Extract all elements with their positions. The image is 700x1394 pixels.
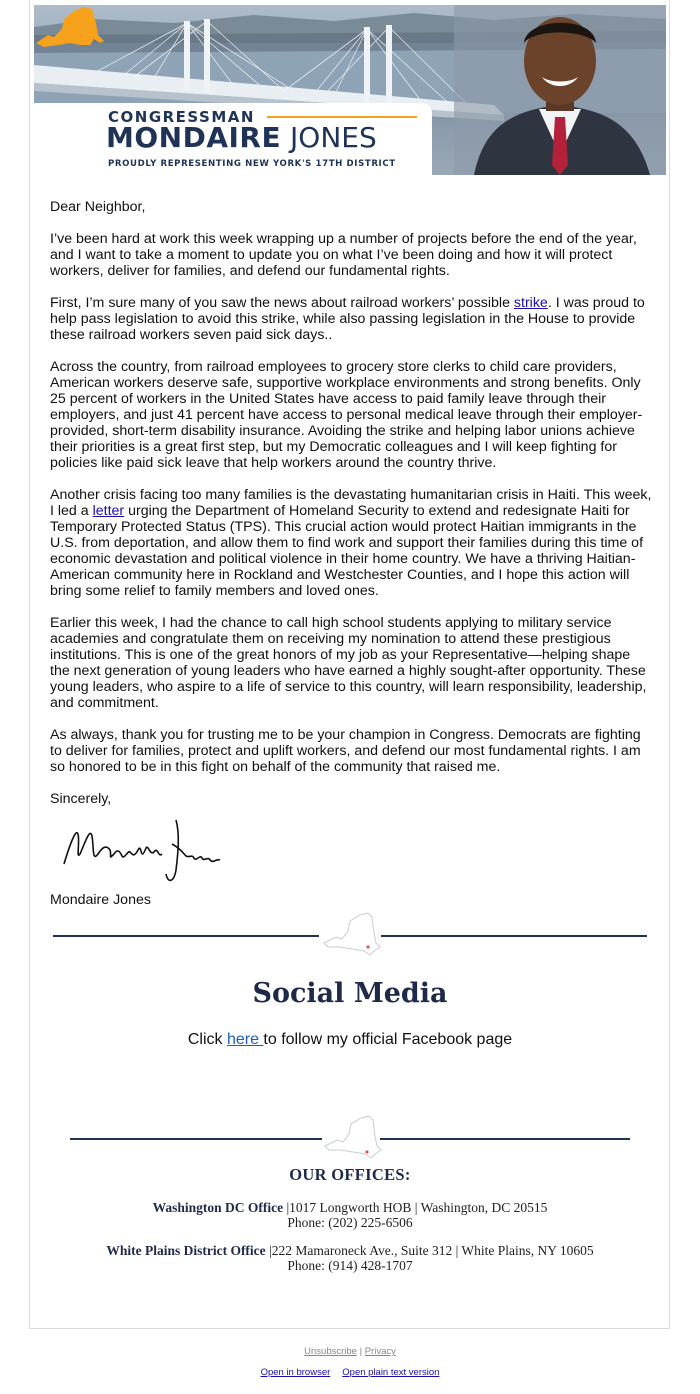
congressman-label: CONGRESSMAN xyxy=(108,108,255,126)
paragraph-5: Earlier this week, I had the chance to call high school students applying to military service academies and congratulate them on receiving my nomination to attend these prestigious institutions. This is one of the great honors of my job as your Representative—helping shape the next generation of young leaders who have earned a highly sought-after opportunity. These young leaders, who aspire to a life of service to this country, will learn responsibility, leadership, and commitment. xyxy=(50,615,647,711)
greeting: Dear Neighbor, xyxy=(50,199,146,215)
paragraph-3: Across the country, from railroad employees to grocery store clerks to child care providers, American workers deserve safe, supportive workplace environments and strong benefits. Only 25 percent of workers in the United States have access to paid family leave through their employers, and just 41 percent have access to personal medical leave through their employer-provided, short-term disability insurance. Avoiding the strike and helping labor unions achieve their priorities is a great first step, but my Democratic colleagues and I will keep fighting for policies like paid sick leave that help workers around the country thrive. xyxy=(50,359,643,471)
strike-link[interactable]: strike xyxy=(513,295,548,311)
orange-rule xyxy=(267,116,417,118)
dc-office xyxy=(0,1200,700,1230)
paragraph-4: Another crisis facing too many families is the devastating humanitarian crisis in Haiti. This week, I led a letter urging the Department of Homeland Security to extend and redesignate Haiti for Temporary Protected Status (TPS). This crucial action would protect Haitian immigrants in the U.S. from deportation, and allow them to find work and support their families during this time of economic devastation and political violence in their home country. We have a thriving Haitian-American community here in Rockland and Westchester Counties, and I hope this action will bring some relief to family members and loved ones. xyxy=(50,487,652,599)
paragraph-6: As always, thank you for trusting me to be your champion in Congress. Democrats are fighting to deliver for families, protect and uplift workers, and defend our most fundamental rights. I am so honored to be in this fight on behalf of the community that raised me. xyxy=(50,727,641,775)
header-banner xyxy=(34,5,666,175)
signer-name: Mondaire Jones xyxy=(50,892,151,908)
offices-divider-right xyxy=(380,1138,630,1140)
open-in-browser-link[interactable]: Open in browser xyxy=(260,1367,331,1378)
open-plain-text-link[interactable]: Open plain text version xyxy=(342,1367,440,1378)
footer-links: Unsubscribe | Privacy xyxy=(304,1346,396,1357)
state-outline-icon xyxy=(322,911,382,959)
offices-heading: OUR OFFICES: xyxy=(289,1165,411,1184)
social-media-text: Click here to follow my official Facebook page xyxy=(187,1031,513,1048)
state-outline-icon xyxy=(323,1114,383,1162)
unsubscribe-link[interactable]: Unsubscribe xyxy=(304,1346,357,1357)
wp-office-phone: Phone: (914) 428-1707 xyxy=(287,1258,413,1273)
facebook-link[interactable]: here xyxy=(226,1031,264,1048)
dc-office-phone: Phone: (202) 225-6506 xyxy=(287,1215,413,1230)
dc-office-address: |1017 Longworth HOB | Washington, DC 20515 xyxy=(286,1200,548,1215)
letter-link[interactable]: letter xyxy=(92,503,125,519)
representative-name xyxy=(106,121,377,154)
wp-office-address: |222 Mamaroneck Ave., Suite 312 | White Plains, NY 10605 xyxy=(269,1243,594,1258)
offices-divider-left xyxy=(70,1138,322,1140)
wp-office-name: White Plains District Office xyxy=(106,1243,270,1258)
social-media-heading: Social Media xyxy=(252,978,448,1009)
first-name: MONDAIRE xyxy=(106,121,282,154)
white-plains-office xyxy=(0,1243,700,1273)
section-divider-left xyxy=(53,935,319,937)
closing: Sincerely, xyxy=(50,791,112,807)
view-options xyxy=(0,1367,700,1378)
new-york-state-icon xyxy=(34,5,108,51)
handwritten-signature xyxy=(58,814,228,890)
district-tagline: PROUDLY REPRESENTING NEW YORK'S 17TH DISTRICT xyxy=(108,159,396,169)
privacy-link[interactable]: Privacy xyxy=(364,1346,396,1357)
letter-body xyxy=(50,199,652,823)
dc-office-name: Washington DC Office xyxy=(152,1200,287,1215)
paragraph-2: First, I’m sure many of you saw the news about railroad workers’ possible strike. I was proud to help pass legislation to avoid this strike, while also passing legislation in the House to provide these railroad workers seven paid sick days.. xyxy=(50,295,645,343)
paragraph-1: I’ve been hard at work this week wrapping up a number of projects before the end of the year, and I want to take a moment to update you on what I’ve been doing and how it will protect workers, deliver for families, and defend our fundamental rights. xyxy=(50,231,637,279)
last-name: JONES xyxy=(290,121,377,154)
section-divider-right xyxy=(381,935,647,937)
